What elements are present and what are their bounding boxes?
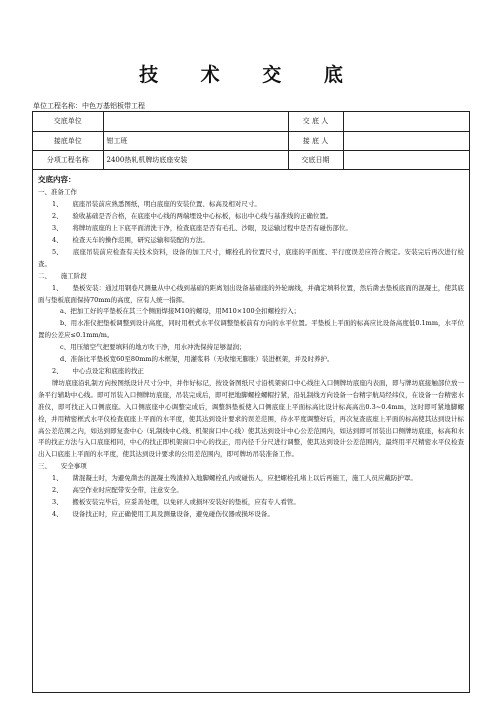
disclosure-sheet	[32, 111, 470, 693]
cell-label: 接底单位	[33, 131, 103, 150]
table-row	[33, 112, 469, 131]
list-item: 5、 底座吊装前应检查有关技术资料，设备的加工尺寸，螺栓孔的位置尺寸，底座的平面度、平行度误差应符合规定。安装完后再次进行检查。	[38, 247, 464, 268]
cell-label: 交底日期	[288, 150, 343, 169]
section-heading: 一、准备工作	[38, 188, 77, 197]
cell-label: 接 底 人	[288, 131, 343, 150]
list-item: c、用压缩空气把要填料的地方吹干净，用水冲洗保持足够湿润；	[60, 343, 246, 352]
list-item: 3、 搬板安装完毕后，应妥善处理，以免砰人或损坏安装好的垫板，应有专人看管。	[52, 497, 300, 506]
list-item: 3、 将牌坊底座的上下底平面清洗干净，检查底座是否有毛孔、沙眼，及运输过程中是否有碰伤部位。	[52, 224, 352, 233]
list-item: a、把加工好的平垫板在其三个侧面焊接M10的螺母，用M10×100全扣螺栓拧入；	[60, 307, 301, 316]
project-name-line: 单位工程名称：中色万基铝板带工程	[33, 102, 145, 110]
cell-value: 钳工班	[103, 131, 288, 150]
cell-label: 分项工程名称	[33, 150, 103, 169]
list-item: 2、 中心点设定和底座的找正	[52, 367, 144, 375]
list-item: 2、 验收基础是否合格，在底座中心线的两端埋设中心标板，标出中心线与基准线的正确位置。	[52, 212, 333, 221]
list-item: 4、 设备找正时，应正确使用工具及测量设备，避免碰伤仪器或损坏设备。	[52, 509, 274, 518]
list-item: 2、 高空作业时应配带安全带，注意安全。	[52, 486, 183, 495]
cell-value	[343, 131, 469, 150]
document-title: 技 术 交 底	[139, 64, 361, 86]
header-table	[33, 112, 469, 170]
list-item: d、准备比平垫板宽60至80mm的木框架，用灌浆料（无收缩无膨胀）装进框架，并及时养护。	[60, 355, 334, 364]
list-item: 1、 底座吊装前应熟悉图纸，明白底座的安装位置、标高及相对尺寸。	[52, 200, 261, 209]
table-row	[33, 150, 469, 169]
cell-label: 交底单位	[33, 112, 103, 131]
section-heading: 三、 安全事项	[38, 462, 87, 471]
cell-value	[343, 150, 469, 169]
list-item: 1、 垫板安装：通过用钢卷尺测量从中心线到基础的距离划出设备基础座的外轮廓线，并确定填料位置，然后凿去垫板底面的混凝土，使其底面与垫板底面保持70mm的高度，应有人统一指挥。	[38, 283, 464, 304]
section-heading: 二、 施工阶段	[38, 271, 87, 280]
paragraph: 牌坊底座沿轧制方向按图纸设计尺寸分中，并作好标记，按设备图纸尺寸沿机架窗口中心线往入口侧牌坊底座内表面，即与牌坊底接触部位放一条平行辅助中心线。即可吊装入口侧牌坊底座，吊装完成后，即可把地脚螺栓螺帽拧紧，沿轧制线方向设备一台精宇航局经纬仪，在设备一台精密水准仪，即可找正入口侧底座。入口侧底座中心调整完成后，调整斜垫板使入口侧底座上平面标高比设计标高高出0.3~0.4mm，这时即可紧地脚螺栓，并用精密框式水平仪检查底座上平面的水平度，使其达到设计要求的误差范围，待水平度调整好后，再次复查底座上平面的标高使其达到设计标高公差范围之内，如达到即复查中心（轧制线中心线、机架窗口中心线）使其达到设计中心公差范围内，如达到即可吊装出口侧牌坊底座，标高和水平的找正方法与入口底座相同，中心的找正即机架窗口中心的找正，用内径千分尺进行调整，使其达到设计公差范围内，最终用平尺精密水平仪检查出入口底座上平面的水平度，使其达到设计要求的公用差范围内，即可牌坊吊装准备工作。	[38, 378, 464, 459]
list-item: 4、 检查天车的操作范围，研究运输和装配的方法。	[52, 236, 209, 245]
cell-value	[103, 112, 288, 131]
cell-value	[343, 112, 469, 131]
content-heading: 交底内容：	[38, 174, 76, 184]
table-row	[33, 131, 469, 150]
list-item: 1、 凿混凝土时，为避免凿去的混凝土残渣掉入地脚螺栓孔内或碰伤人，应把螺栓孔堵上以后再施工，施工人员应戴防护罩。	[52, 474, 417, 483]
list-item: b、用水准仪把垫板调整到设计高度，同时用框式水平仪调整垫板前有方向的水平位置。平垫板上平面的标高应比设备高度低0.1mm，水平位置的公差应≤0.1mm/m。	[38, 319, 464, 340]
cell-value: 2400热轧机牌坊底座安装	[103, 150, 288, 169]
cell-label: 交 底 人	[288, 112, 343, 131]
disclosure-content	[33, 170, 469, 521]
